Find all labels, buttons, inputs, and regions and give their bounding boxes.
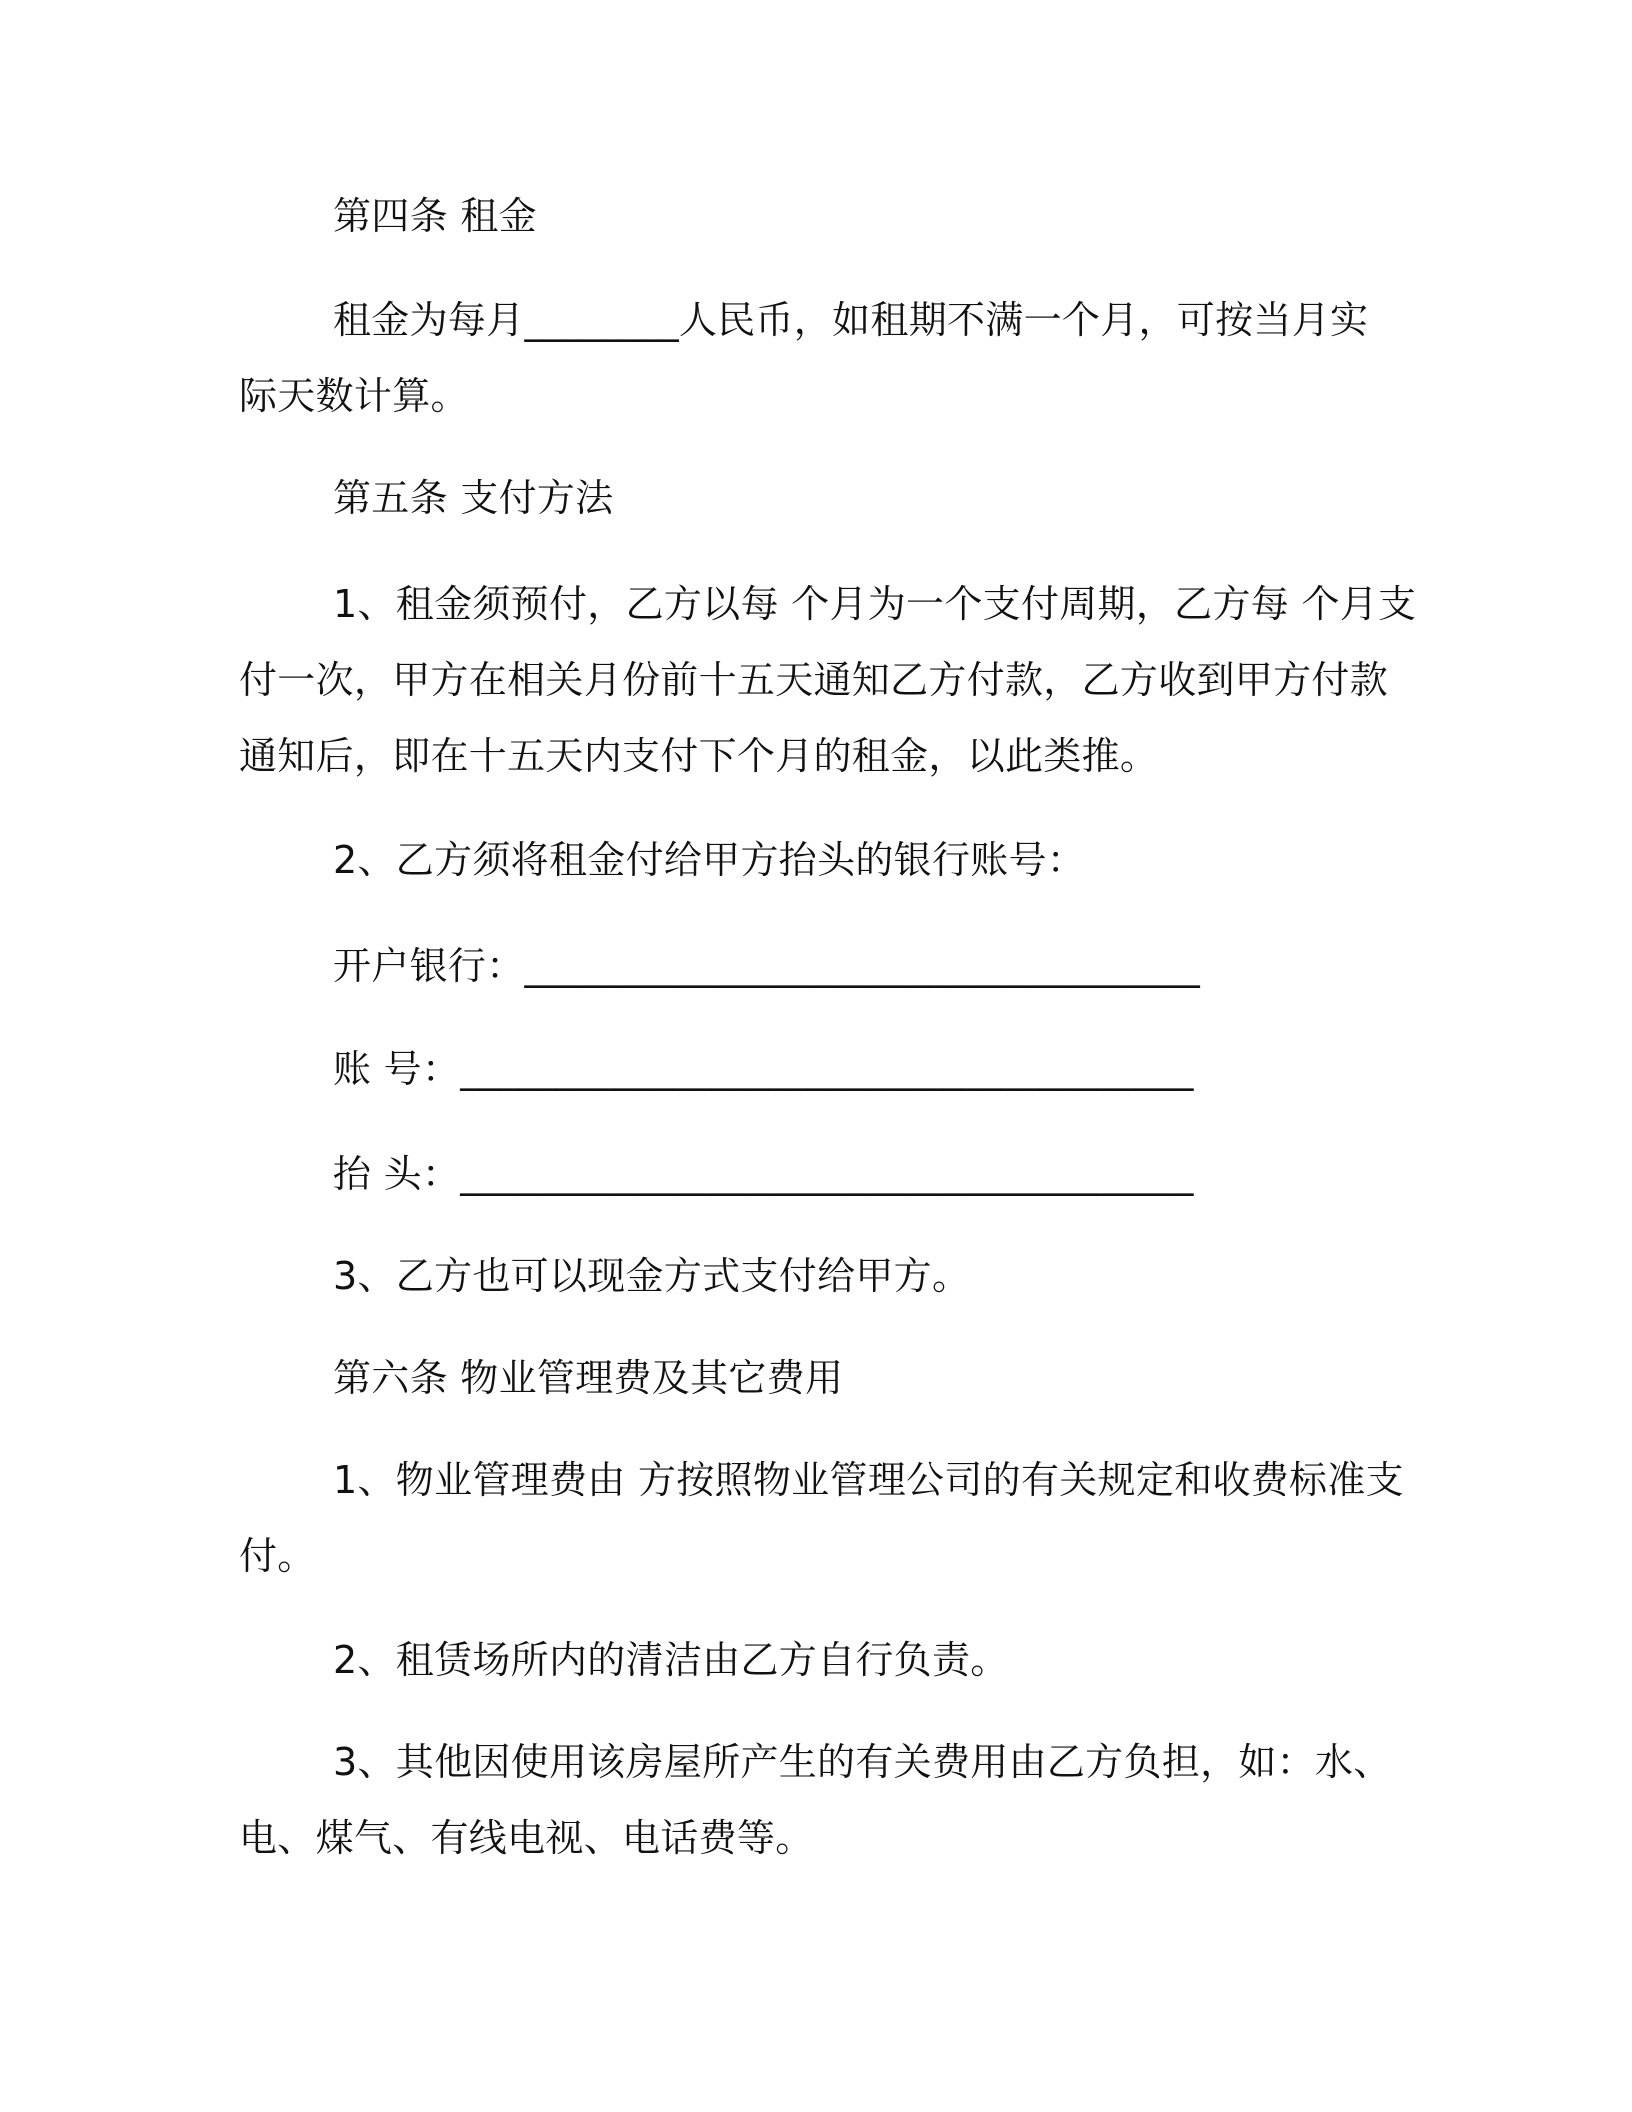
- article-6-item-2: 2、租赁场所内的清洁由乙方自行负责。: [333, 1638, 1009, 1682]
- article-5-item-1-line-3: 通知后，即在十五天内支付下个月的租金，以此类推。: [239, 734, 1159, 778]
- article-4-rent-line-2: 际天数计算。: [239, 374, 469, 418]
- article-6-item-1-line-2: 付。: [239, 1534, 316, 1578]
- article-5-item-1-line-1: 1、租金须预付，乙方以每 个月为一个支付周期，乙方每 个月支: [333, 582, 1417, 626]
- account-number-line: 账 号：______________________________________: [333, 1047, 1194, 1091]
- article-6-heading: 第六条 物业管理费及其它费用: [333, 1356, 844, 1400]
- account-title-line: 抬 头：______________________________________: [333, 1152, 1194, 1196]
- article-5-heading: 第五条 支付方法: [333, 476, 614, 520]
- article-4-heading: 第四条 租金: [333, 194, 537, 238]
- article-5-item-1-line-2: 付一次，甲方在相关月份前十五天通知乙方付款，乙方收到甲方付款: [239, 658, 1389, 702]
- article-4-rent-line-1: 租金为每月________人民币，如租期不满一个月，可按当月实: [333, 298, 1369, 342]
- bank-name-line: 开户银行：___________________________________: [333, 944, 1201, 988]
- article-5-item-2: 2、乙方须将租金付给甲方抬头的银行账号：: [333, 838, 1086, 882]
- article-6-item-1-line-1: 1、物业管理费由 方按照物业管理公司的有关规定和收费标准支: [333, 1458, 1404, 1502]
- article-6-item-3-line-2: 电、煤气、有线电视、电话费等。: [239, 1816, 814, 1860]
- article-6-item-3-line-1: 3、其他因使用该房屋所产生的有关费用由乙方负担，如：水、: [333, 1740, 1392, 1784]
- article-5-item-3: 3、乙方也可以现金方式支付给甲方。: [333, 1254, 971, 1298]
